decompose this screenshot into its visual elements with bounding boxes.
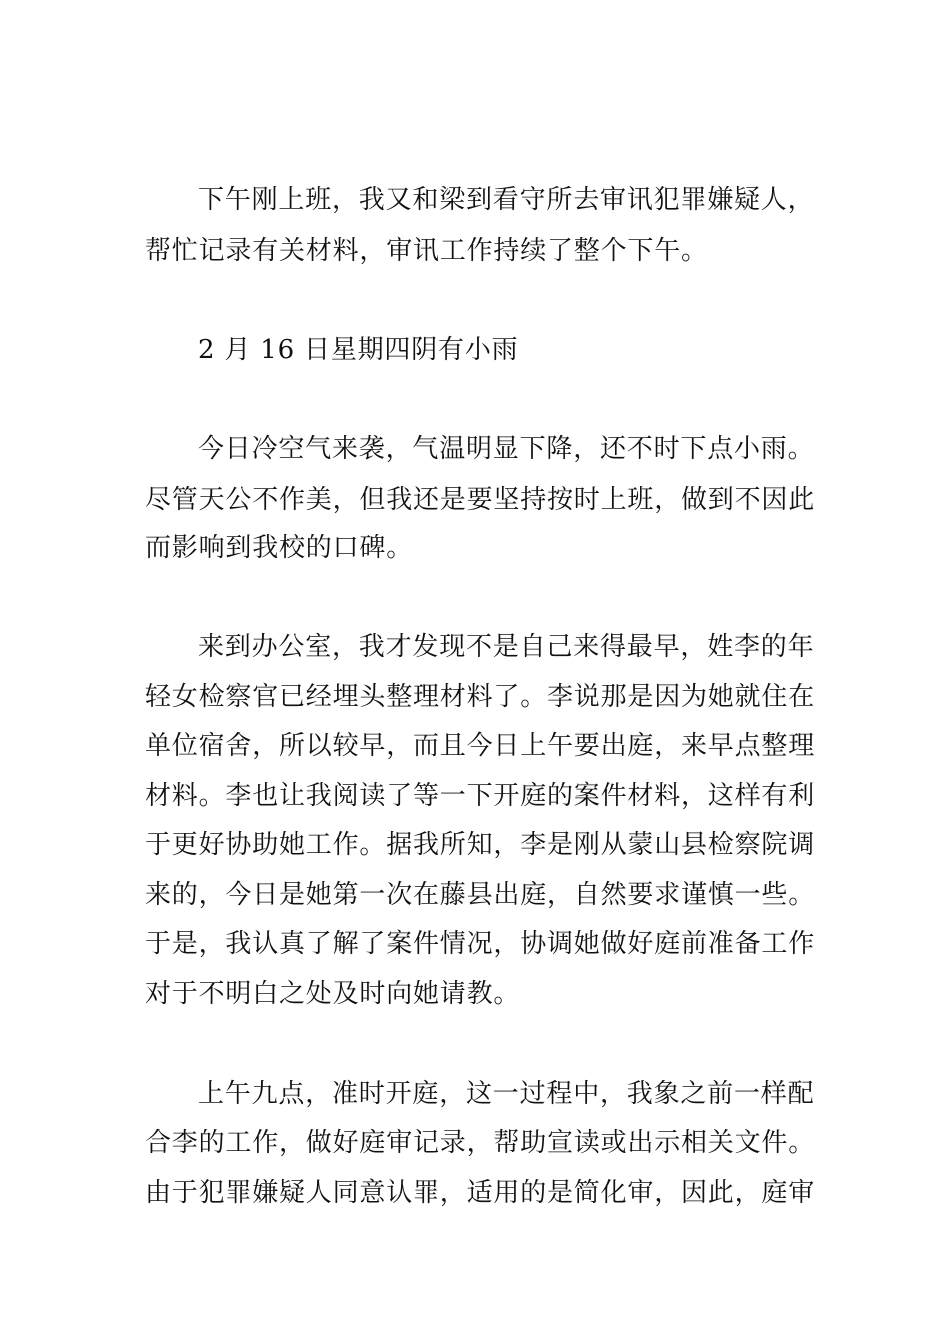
paragraph-line: 材料。李也让我阅读了等一下开庭的案件材料，这样有利: [145, 781, 816, 811]
paragraph-line: 今日冷空气来袭，气温明显下降，还不时下点小雨。: [198, 434, 815, 464]
paragraph-line: 轻女检察官已经埋头整理材料了。李说那是因为她就住在: [145, 682, 816, 712]
paragraph-line: 来的，今日是她第一次在藤县出庭，自然要求谨慎一些。: [145, 880, 816, 910]
paragraph-line: 帮忙记录有关材料，审讯工作持续了整个下午。: [145, 236, 708, 266]
paragraph-line: 于是，我认真了解了案件情况，协调她做好庭前准备工作: [145, 929, 816, 959]
paragraph-line: 于更好协助她工作。据我所知，李是刚从蒙山县检察院调: [145, 830, 816, 860]
paragraph-line: 尽管天公不作美，但我还是要坚持按时上班，做到不因此: [145, 485, 816, 515]
paragraph-line: 来到办公室，我才发现不是自己来得最早，姓李的年: [198, 632, 815, 662]
paragraph-line: 合李的工作，做好庭审记录，帮助宣读或出示相关文件。: [145, 1128, 816, 1158]
paragraph-line: 由于犯罪嫌疑人同意认罪，适用的是简化审，因此，庭审: [145, 1178, 816, 1208]
paragraph-line: 单位宿舍，所以较早，而且今日上午要出庭，来早点整理: [145, 731, 816, 761]
paragraph-line: 上午九点，准时开庭，这一过程中，我象之前一样配: [198, 1079, 815, 1109]
date-line: 2 月 16 日星期四阴有小雨: [198, 335, 519, 365]
paragraph-line: 下午刚上班，我又和梁到看守所去审讯犯罪嫌疑人，: [198, 185, 815, 215]
paragraph-line: 而影响到我校的口碑。: [145, 533, 414, 563]
paragraph-line: 对于不明白之处及时向她请教。: [145, 979, 521, 1009]
